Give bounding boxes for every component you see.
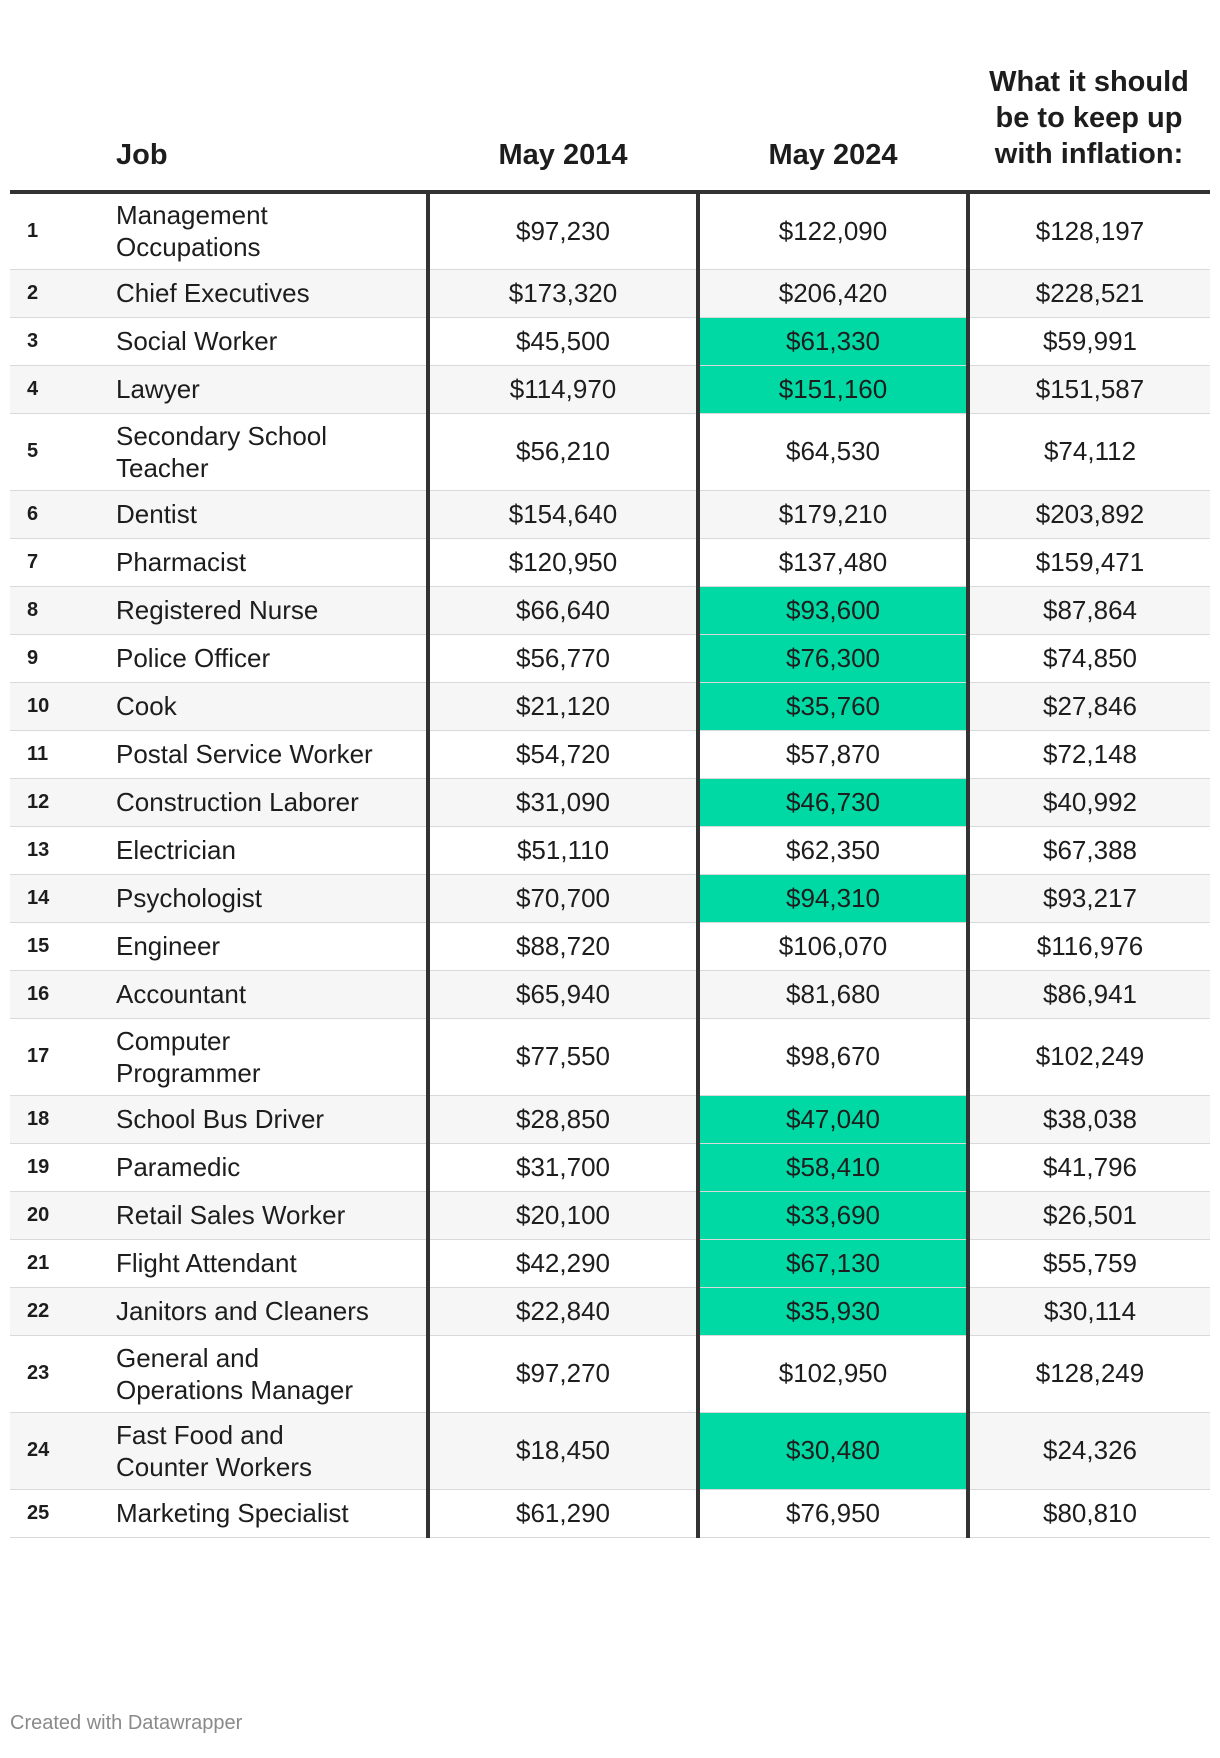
header-rank: [10, 30, 86, 192]
row-inflation: $40,992: [968, 778, 1210, 826]
row-may-2024: $46,730: [698, 778, 968, 826]
row-may-2024: $62,350: [698, 826, 968, 874]
row-may-2024: $47,040: [698, 1095, 968, 1143]
row-may-2024: $67,130: [698, 1239, 968, 1287]
job-name-line: Cook: [116, 691, 177, 721]
row-job: [86, 730, 428, 778]
table-row: [10, 192, 1210, 269]
table-row: [10, 826, 1210, 874]
row-job: [86, 1412, 428, 1489]
job-name-line: Counter Workers: [116, 1451, 313, 1482]
row-inflation: $41,796: [968, 1143, 1210, 1191]
row-may-2024: $179,210: [698, 490, 968, 538]
row-inflation: $74,850: [968, 634, 1210, 682]
row-may-2024: $137,480: [698, 538, 968, 586]
row-may-2024: $106,070: [698, 922, 968, 970]
row-inflation: $74,112: [968, 413, 1210, 490]
row-job: [86, 1018, 428, 1095]
row-job: [86, 1489, 428, 1537]
table-row: [10, 1018, 1210, 1095]
row-job: [86, 269, 428, 317]
table-row: [10, 922, 1210, 970]
row-job: [86, 1191, 428, 1239]
row-inflation: $128,249: [968, 1335, 1210, 1412]
row-may-2014: $51,110: [428, 826, 698, 874]
row-inflation: $80,810: [968, 1489, 1210, 1537]
row-inflation: $87,864: [968, 586, 1210, 634]
job-name-line: Occupations: [116, 232, 261, 263]
row-inflation: $102,249: [968, 1018, 1210, 1095]
job-name-line: Teacher: [116, 452, 209, 483]
row-inflation: $159,471: [968, 538, 1210, 586]
row-may-2014: $70,700: [428, 874, 698, 922]
row-may-2024: $81,680: [698, 970, 968, 1018]
row-may-2024: $206,420: [698, 269, 968, 317]
row-may-2014: $42,290: [428, 1239, 698, 1287]
row-may-2024: $76,300: [698, 634, 968, 682]
row-inflation: $151,587: [968, 365, 1210, 413]
table-row: [10, 874, 1210, 922]
row-may-2014: $114,970: [428, 365, 698, 413]
row-may-2024: $122,090: [698, 192, 968, 269]
row-rank: 19: [10, 1143, 86, 1191]
row-may-2014: $31,700: [428, 1143, 698, 1191]
row-inflation: $67,388: [968, 826, 1210, 874]
row-job: [86, 922, 428, 970]
row-job: [86, 1335, 428, 1412]
table-row: [10, 1335, 1210, 1412]
row-job: [86, 826, 428, 874]
table-row: [10, 538, 1210, 586]
row-may-2014: $45,500: [428, 317, 698, 365]
table-row: [10, 1239, 1210, 1287]
row-may-2024: $102,950: [698, 1335, 968, 1412]
row-rank: 12: [10, 778, 86, 826]
job-name-line: Computer: [116, 1025, 231, 1056]
row-may-2014: $66,640: [428, 586, 698, 634]
row-may-2014: $97,270: [428, 1335, 698, 1412]
row-may-2014: $31,090: [428, 778, 698, 826]
row-inflation: $38,038: [968, 1095, 1210, 1143]
table-row: [10, 413, 1210, 490]
header-may-2024: May 2024: [698, 30, 968, 192]
row-job: [86, 192, 428, 269]
row-may-2014: $154,640: [428, 490, 698, 538]
row-rank: 5: [10, 413, 86, 490]
row-rank: 11: [10, 730, 86, 778]
row-inflation: $27,846: [968, 682, 1210, 730]
job-name-line: Operations Manager: [116, 1374, 354, 1405]
row-may-2024: $35,760: [698, 682, 968, 730]
table-row: [10, 634, 1210, 682]
header-inflation-line-3: with inflation:: [994, 138, 1184, 170]
header-job: Job: [86, 30, 428, 192]
row-job: [86, 413, 428, 490]
job-name-line: Janitors and Cleaners: [116, 1296, 369, 1326]
job-name-line: Secondary School: [116, 420, 328, 451]
row-rank: 24: [10, 1412, 86, 1489]
row-rank: 13: [10, 826, 86, 874]
row-inflation: $72,148: [968, 730, 1210, 778]
table-row: [10, 1143, 1210, 1191]
row-job: [86, 317, 428, 365]
row-rank: 23: [10, 1335, 86, 1412]
job-name-line: Retail Sales Worker: [116, 1200, 346, 1230]
row-rank: 6: [10, 490, 86, 538]
job-name-line: Pharmacist: [116, 547, 247, 577]
job-name-line: School Bus Driver: [116, 1104, 325, 1134]
table-row: [10, 1489, 1210, 1537]
row-inflation: $26,501: [968, 1191, 1210, 1239]
row-job: [86, 1287, 428, 1335]
table-row: [10, 365, 1210, 413]
job-name-line: Accountant: [116, 979, 247, 1009]
row-may-2014: $22,840: [428, 1287, 698, 1335]
row-inflation: $59,991: [968, 317, 1210, 365]
row-job: [86, 538, 428, 586]
row-may-2014: $77,550: [428, 1018, 698, 1095]
job-name-line: Dentist: [116, 499, 197, 529]
row-job: [86, 874, 428, 922]
table-row: [10, 1095, 1210, 1143]
row-rank: 3: [10, 317, 86, 365]
wage-table: [10, 30, 1210, 1538]
row-inflation: $24,326: [968, 1412, 1210, 1489]
row-job: [86, 586, 428, 634]
row-job: [86, 778, 428, 826]
table-row: [10, 778, 1210, 826]
row-may-2024: $98,670: [698, 1018, 968, 1095]
row-may-2014: $173,320: [428, 269, 698, 317]
row-rank: 22: [10, 1287, 86, 1335]
row-inflation: $86,941: [968, 970, 1210, 1018]
row-may-2024: $93,600: [698, 586, 968, 634]
row-may-2014: $28,850: [428, 1095, 698, 1143]
row-may-2014: $21,120: [428, 682, 698, 730]
job-name-line: Social Worker: [116, 326, 278, 356]
row-rank: 4: [10, 365, 86, 413]
row-job: [86, 1239, 428, 1287]
job-name-line: Paramedic: [116, 1152, 241, 1182]
table-row: [10, 1287, 1210, 1335]
row-job: [86, 490, 428, 538]
row-inflation: $93,217: [968, 874, 1210, 922]
row-may-2014: $56,210: [428, 413, 698, 490]
row-may-2024: $64,530: [698, 413, 968, 490]
row-inflation: $203,892: [968, 490, 1210, 538]
row-job: [86, 682, 428, 730]
row-may-2024: $151,160: [698, 365, 968, 413]
job-name-line: Flight Attendant: [116, 1248, 297, 1278]
row-inflation: $55,759: [968, 1239, 1210, 1287]
row-job: [86, 1095, 428, 1143]
job-name-line: Electrician: [116, 835, 236, 865]
row-may-2014: $120,950: [428, 538, 698, 586]
job-name-line: Marketing Specialist: [116, 1498, 349, 1528]
row-job: [86, 970, 428, 1018]
row-may-2024: $94,310: [698, 874, 968, 922]
row-job: [86, 634, 428, 682]
job-name-line: Postal Service Worker: [116, 739, 373, 769]
table-row: [10, 970, 1210, 1018]
row-rank: 10: [10, 682, 86, 730]
table-row: [10, 1191, 1210, 1239]
job-name-line: Engineer: [116, 931, 221, 961]
row-may-2024: $30,480: [698, 1412, 968, 1489]
row-rank: 14: [10, 874, 86, 922]
header-inflation-line-2: be to keep up: [995, 102, 1183, 134]
row-inflation: $30,114: [968, 1287, 1210, 1335]
row-job: [86, 1143, 428, 1191]
row-rank: 18: [10, 1095, 86, 1143]
row-may-2024: $76,950: [698, 1489, 968, 1537]
row-may-2014: $20,100: [428, 1191, 698, 1239]
row-rank: 17: [10, 1018, 86, 1095]
footer-credit: Created with Datawrapper: [10, 1712, 243, 1734]
row-job: [86, 365, 428, 413]
row-may-2014: $54,720: [428, 730, 698, 778]
row-may-2024: $57,870: [698, 730, 968, 778]
row-inflation: $128,197: [968, 192, 1210, 269]
row-may-2014: $56,770: [428, 634, 698, 682]
row-may-2024: $35,930: [698, 1287, 968, 1335]
job-name-line: Registered Nurse: [116, 595, 319, 625]
job-name-line: Fast Food and: [116, 1419, 284, 1450]
row-inflation: $228,521: [968, 269, 1210, 317]
job-name-line: Chief Executives: [116, 278, 310, 308]
table-row: [10, 1412, 1210, 1489]
row-rank: 21: [10, 1239, 86, 1287]
row-inflation: $116,976: [968, 922, 1210, 970]
job-name-line: Police Officer: [116, 643, 271, 673]
row-rank: 16: [10, 970, 86, 1018]
header-inflation-line-1: What it should: [989, 66, 1189, 98]
table-row: [10, 586, 1210, 634]
row-rank: 9: [10, 634, 86, 682]
table-body: [10, 192, 1210, 1537]
row-may-2024: $58,410: [698, 1143, 968, 1191]
table-row: [10, 682, 1210, 730]
row-may-2024: $61,330: [698, 317, 968, 365]
row-may-2014: $65,940: [428, 970, 698, 1018]
row-rank: 20: [10, 1191, 86, 1239]
table-row: [10, 730, 1210, 778]
job-name-line: Psychologist: [116, 883, 262, 913]
row-rank: 7: [10, 538, 86, 586]
job-name-line: General and: [116, 1342, 260, 1373]
row-rank: 8: [10, 586, 86, 634]
row-may-2014: $97,230: [428, 192, 698, 269]
row-rank: 15: [10, 922, 86, 970]
row-may-2014: $88,720: [428, 922, 698, 970]
row-rank: 2: [10, 269, 86, 317]
header-may-2014: May 2014: [428, 30, 698, 192]
job-name-line: Programmer: [116, 1057, 261, 1088]
header-inflation: [968, 30, 1210, 192]
row-may-2014: $18,450: [428, 1412, 698, 1489]
row-rank: 1: [10, 192, 86, 269]
row-may-2024: $33,690: [698, 1191, 968, 1239]
table-row: [10, 317, 1210, 365]
row-rank: 25: [10, 1489, 86, 1537]
header-row: [10, 30, 1210, 192]
job-name-line: Lawyer: [116, 374, 200, 404]
job-name-line: Management: [116, 200, 268, 231]
table-row: [10, 490, 1210, 538]
job-name-line: Construction Laborer: [116, 787, 359, 817]
table-row: [10, 269, 1210, 317]
row-may-2014: $61,290: [428, 1489, 698, 1537]
